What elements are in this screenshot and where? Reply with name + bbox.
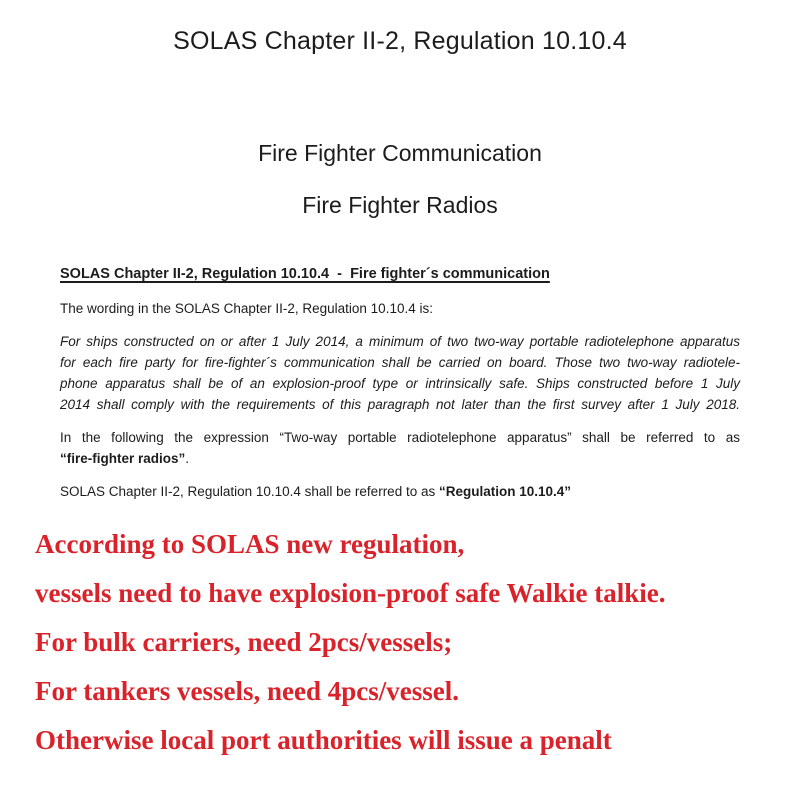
notice-line-2: vessels need to have explosion-proof safe Walkie talkie.: [35, 578, 666, 608]
regulation-quote-paragraph: [60, 331, 740, 415]
quote-line-4: 2014 shall comply with the requirements of this paragraph not later than the first survey after 1 July 2018.: [60, 397, 740, 412]
regulation-excerpt-section: [60, 264, 740, 502]
expression-definition-period: .: [185, 451, 190, 466]
notice-line-1: According to SOLAS new regulation,: [35, 529, 465, 559]
regulation-10104-bold-term: “Regulation 10.10.4”: [438, 484, 572, 499]
notice-line-4: For tankers vessels, need 4pcs/vessel.: [35, 676, 459, 706]
page-title: SOLAS Chapter II-2, Regulation 10.10.4: [173, 27, 627, 55]
fire-fighter-radios-bold-term: “fire-fighter radios”: [60, 451, 186, 466]
regulation-section-heading: SOLAS Chapter II-2, Regulation 10.10.4 - Fire fighter´s communication: [60, 266, 550, 282]
notice-line-5: Otherwise local port authorities will issue a penalt: [35, 725, 612, 755]
expression-definition-paragraph: [60, 427, 740, 469]
subtitle-fire-fighter-communication: Fire Fighter Communication: [258, 140, 542, 166]
subtitle-fire-fighter-radios: Fire Fighter Radios: [302, 192, 498, 218]
regulation-intro-text: The wording in the SOLAS Chapter II-2, Regulation 10.10.4 is:: [60, 301, 433, 316]
expression-definition-line-2: [60, 448, 740, 469]
referral-paragraph: [60, 481, 740, 502]
red-notice-block: [35, 526, 795, 771]
quote-line-2: for each fire party for fire-fighter´s communication shall be carried on board. Those two two-way radiotele-: [60, 355, 740, 370]
quote-line-1: For ships constructed on or after 1 July 2014, a minimum of two two-way portable radiotelephone apparatus: [60, 334, 740, 349]
referral-text: SOLAS Chapter II-2, Regulation 10.10.4 shall be referred to as: [60, 484, 439, 499]
quote-line-3: phone apparatus shall be of an explosion-proof type or intrinsically safe. Ships constructed before 1 July: [60, 376, 740, 391]
expression-definition-line-1: In the following the expression “Two-way portable radiotelephone apparatus” shall be referred to as: [60, 430, 740, 445]
notice-line-3: For bulk carriers, need 2pcs/vessels;: [35, 627, 453, 657]
